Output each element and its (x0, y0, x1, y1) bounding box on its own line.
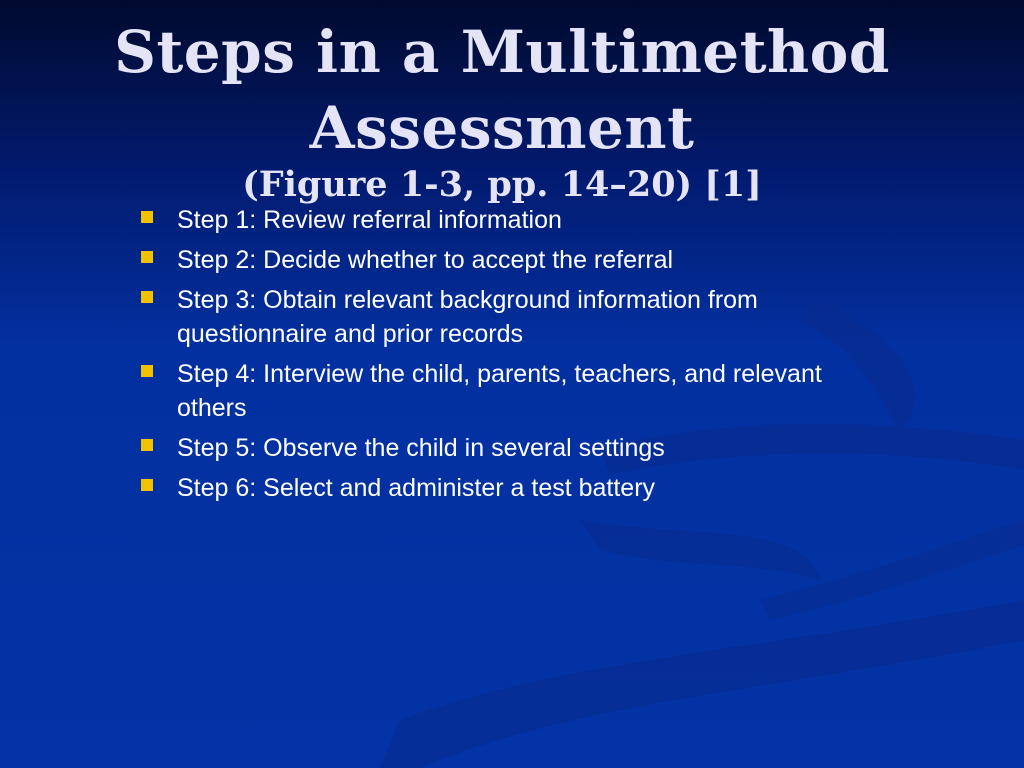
bullet-item-step-6 (138, 471, 868, 505)
bullet-item-step-1 (138, 203, 868, 237)
bullet-item-step-4 (138, 357, 868, 425)
bullet-text: Step 1: Review referral information (177, 206, 562, 234)
bullet-text: Step 2: Decide whether to accept the referral (177, 246, 674, 274)
square-bullet-icon (141, 439, 153, 451)
square-bullet-icon (141, 291, 153, 303)
square-bullet-icon (141, 251, 153, 263)
bullet-list (138, 203, 868, 511)
slide-title (0, 14, 1004, 166)
bullet-text: Step 3: Obtain relevant background information from questionnaire and prior records (177, 286, 758, 348)
slide-subtitle: (Figure 1-3, pp. 14–20) [1] (242, 164, 762, 205)
bullet-text: Step 6: Select and administer a test battery (177, 474, 656, 502)
square-bullet-icon (141, 479, 153, 491)
bullet-item-step-5 (138, 431, 868, 465)
bullet-text: Step 5: Observe the child in several settings (177, 434, 665, 462)
slide-title-line-2: Assessment (309, 94, 695, 162)
bullet-text: Step 4: Interview the child, parents, teachers, and relevant others (177, 360, 822, 422)
square-bullet-icon (141, 365, 153, 377)
slide-title-line-1: Steps in a Multimethod (114, 18, 890, 86)
square-bullet-icon (141, 211, 153, 223)
bullet-item-step-3 (138, 283, 868, 351)
bullet-item-step-2 (138, 243, 868, 277)
